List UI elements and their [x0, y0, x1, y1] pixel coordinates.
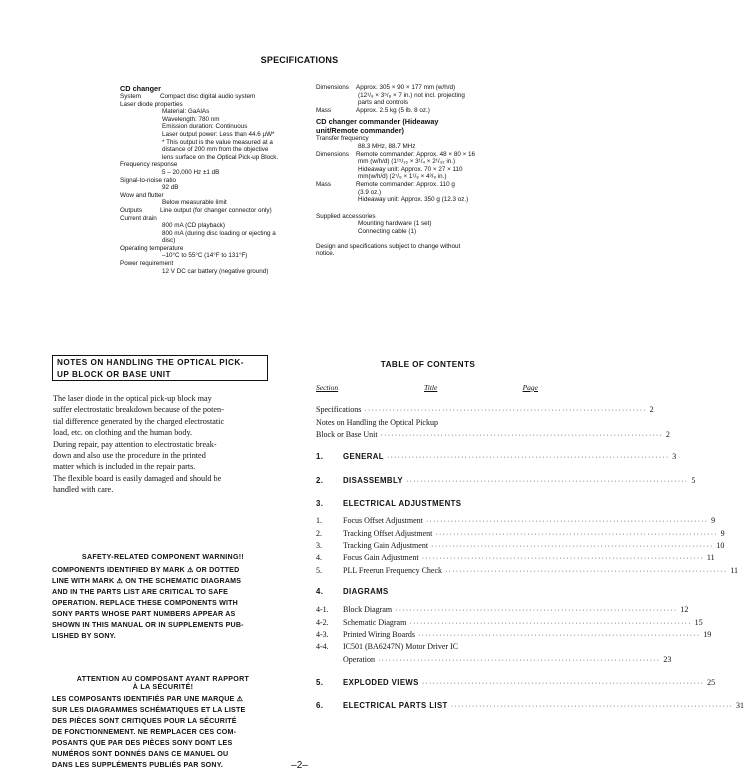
toc-col-title: Title: [424, 383, 438, 392]
spec-value: * This output is the value measured at a: [162, 138, 273, 146]
toc-entry-title: ELECTRICAL ADJUSTMENTS: [343, 499, 462, 508]
warning-line: SHOWN IN THIS MANUAL OR IN SUPPLEMENTS PUB-: [52, 621, 244, 629]
toc-leader-dots: ················································································: [364, 405, 647, 414]
toc-entry-number: 1.: [316, 516, 322, 525]
notes-line: suffer electrostatic breakdown because of the poten-: [53, 405, 224, 415]
spec-value: Compact disc digital audio system: [160, 93, 256, 100]
toc-entry: [316, 476, 696, 485]
toc-entry-page: 23: [663, 655, 672, 664]
toc-entry: [316, 566, 739, 575]
spec-value: Hideaway unit: Approx. 70 × 27 × 110: [358, 165, 463, 173]
toc-entry: [316, 605, 689, 614]
spec-value: 12 V DC car battery (negative ground): [162, 267, 269, 275]
toc-entry-page: 31: [736, 701, 744, 710]
spec-value: 88.3 MHz, 88.7 MHz: [358, 142, 416, 150]
notes-body: [53, 393, 275, 496]
toc-entry-page: 3: [672, 452, 677, 461]
toc-entry-title: IC501 (BA6247N) Motor Driver IC: [343, 642, 459, 651]
notes-line: tial difference generated by the charged electrostatic: [53, 416, 225, 426]
notes-line: handled with care.: [53, 485, 114, 495]
spec-value: (3.9 oz.): [358, 188, 382, 196]
spec-value: Approx. 305 × 90 × 177 mm (w/h/d): [356, 84, 456, 91]
toc-entry: [316, 618, 703, 627]
toc-leader-dots: ················································································: [425, 516, 709, 525]
spec-value: lens surface on the Optical Pick-up Block.: [162, 153, 279, 161]
spec-value: Below measurable limit: [162, 199, 227, 207]
spec-row: [316, 181, 546, 189]
toc-leader-dots: ················································································: [380, 430, 663, 439]
notes-heading: UP BLOCK OR BASE UNIT: [57, 370, 172, 379]
toc-entry-title: Focus Gain Adjustment: [343, 553, 419, 562]
toc-entry-page: 9: [720, 529, 725, 538]
toc-entry: [316, 642, 538, 651]
warning-line: LES COMPOSANTS IDENTIFIÉS PAR UNE MARQUE ⚠: [52, 695, 244, 703]
toc-entry: [316, 405, 654, 414]
toc-entry: [316, 418, 538, 427]
warning-line: DE FONCTIONNEMENT. NE REMPLACER CES COM-: [52, 728, 237, 736]
spec-value: 800 mA (CD playback): [162, 222, 225, 230]
toc-entry: [316, 430, 670, 439]
spec-heading: CD changer commander (Hideaway unit/Remote commander): [316, 117, 439, 136]
toc-leader-dots: ················································································: [450, 701, 734, 710]
toc-entry-page: 9: [711, 516, 716, 525]
spec-value: Line output (for changer connector only): [160, 206, 272, 214]
toc-entry: [316, 541, 725, 550]
spec-value: Remote commander: Approx. 110 g: [356, 180, 455, 188]
toc-entry-title: PLL Freerun Frequency Check: [343, 566, 443, 575]
spec-value: parts and controls: [358, 99, 409, 107]
spec-row: [316, 107, 546, 115]
toc-leader-dots: ················································································: [445, 566, 728, 575]
toc-entry: [316, 529, 725, 538]
spec-value: –10°C to 55°C (14°F to 131°F): [162, 252, 248, 260]
toc-entry-page: 15: [694, 618, 703, 627]
accessory-item: Mounting hardware (1 set): [358, 220, 432, 228]
notes-line: down and also use the procedure in the printed: [53, 451, 206, 461]
toc-entry-title: Operation: [343, 655, 375, 664]
spec-row: [120, 207, 310, 215]
toc-col-section: Section: [316, 383, 339, 392]
toc-entry-number: 5.: [316, 678, 324, 687]
spec-label: Laser diode properties: [120, 100, 183, 108]
toc-entry-number: 4-1.: [316, 605, 329, 614]
toc-entry: [316, 499, 538, 508]
spec-label: Signal-to-noise ratio: [120, 176, 177, 184]
toc-leader-dots: ················································································: [378, 655, 661, 664]
warning-line: LISHED BY SONY.: [52, 632, 116, 640]
spec-label: Operating temperature: [120, 244, 184, 252]
spec-value: Material: GaAlAs: [162, 108, 210, 116]
spec-value: Emission duration: Continuous: [162, 123, 248, 131]
toc-entry-title: DISASSEMBLY: [343, 476, 404, 485]
toc-entry-number: 2.: [316, 476, 324, 485]
accessories-label: Supplied accessories: [316, 212, 376, 220]
toc-entry-title: Notes on Handling the Optical Pickup: [316, 418, 438, 427]
spec-label: Wow and flutter: [120, 191, 164, 199]
notes-line: The laser diode in the optical pick-up block may: [53, 394, 212, 403]
warning-title: À LA SÉCURITÉ!: [132, 683, 194, 691]
spec-value: 800 mA (during disc loading or ejecting a: [162, 229, 276, 237]
spec-value: distance of 200 mm from the objective: [162, 146, 269, 154]
toc-entry-title: Tracking Offset Adjustment: [343, 529, 433, 538]
toc-col-page: Page: [522, 383, 538, 392]
toc-entry-number: 4-2.: [316, 618, 329, 627]
toc-entry-number: 4-4.: [316, 642, 329, 651]
toc-leader-dots: ················································································: [417, 630, 701, 639]
notes-line: matter which is included in the repair parts.: [53, 462, 196, 472]
toc-title: TABLE OF CONTENTS: [380, 360, 476, 369]
toc-entry-page: 11: [730, 566, 739, 575]
warning-line: COMPONENTS IDENTIFIED BY MARK ⚠ OR DOTTED: [52, 566, 240, 574]
warning-line: POSANTS QUE PAR DES PIÈCES SONY DONT LES: [52, 739, 233, 747]
toc-leader-dots: ················································································: [435, 529, 718, 538]
toc-entry-title: Printed Wiring Boards: [343, 630, 415, 639]
warning-line: OPERATION. REPLACE THESE COMPONENTS WITH: [52, 599, 239, 607]
toc-leader-dots: ················································································: [395, 605, 678, 614]
warning-line: DES PIÈCES SONT CRITIQUES POUR LA SÉCURITÉ: [52, 717, 237, 725]
toc-entry-page: 19: [703, 630, 712, 639]
spec-value: 5 – 20,000 Hz ±1 dB: [162, 168, 220, 176]
toc-entry-title: Block or Base Unit: [316, 430, 378, 439]
warning-line: SUR LES DIAGRAMMES SCHÉMATIQUES ET LA LISTE: [52, 706, 246, 714]
toc-entry-number: 6.: [316, 701, 324, 710]
toc-entry-number: 3.: [316, 499, 324, 508]
spec-value: Approx. 2.5 kg (5 lb. 8 oz.): [356, 106, 430, 114]
notes-heading-box: [52, 355, 268, 381]
spec-row: [120, 93, 310, 101]
page-number: –2–: [291, 760, 308, 771]
toc-leader-dots: ················································································: [431, 541, 714, 550]
safety-warning-fr: [52, 675, 274, 771]
toc-entry-number: 3.: [316, 541, 322, 550]
spec-heading: CD changer: [120, 84, 161, 93]
toc-leader-dots: ················································································: [386, 452, 670, 461]
spec-key: Mass: [316, 180, 332, 188]
toc-entry-title: Block Diagram: [343, 605, 393, 614]
toc-leader-dots: ················································································: [409, 618, 692, 627]
toc-entry: [316, 655, 672, 664]
toc-entry-number: 1.: [316, 452, 324, 461]
spec-value: Remote commander: Approx. 48 × 80 × 16: [356, 150, 476, 158]
spec-commander: [316, 84, 546, 258]
safety-warning-en: [52, 553, 274, 642]
warning-title: ATTENTION AU COMPOSANT AYANT RAPPORT: [76, 675, 250, 683]
spec-value: (12¹/₈ × 3⁵/₈ × 7 in.) not incl. projecting: [358, 91, 465, 99]
toc-entry-number: 4-3.: [316, 630, 329, 639]
toc-entry-page: 2: [649, 405, 654, 414]
toc-entry: [316, 630, 712, 639]
accessory-item: Connecting cable (1): [358, 227, 417, 235]
toc-entry: [316, 587, 538, 596]
spec-row: [316, 151, 546, 159]
notes-heading: NOTES ON HANDLING THE OPTICAL PICK-: [57, 358, 245, 367]
warning-line: AND IN THE PARTS LIST ARE CRITICAL TO SAFE: [52, 588, 229, 596]
spec-note: notice.: [316, 250, 335, 258]
toc-entry-page: 11: [706, 553, 715, 562]
toc-entry-title: Tracking Gain Adjustment: [343, 541, 429, 550]
spec-key: Outputs: [120, 206, 143, 214]
toc-entry-page: 5: [691, 476, 696, 485]
toc-entry: [316, 701, 744, 710]
toc-entry: [316, 678, 716, 687]
warning-line: NUMÉROS SONT DONNÉS DANS CE MANUEL OU: [52, 750, 229, 758]
spec-value: Laser output power: Less than 44.6 µW*: [162, 130, 275, 138]
notes-line: During repair, pay attention to electrostatic break-: [53, 439, 217, 449]
spec-label: Transfer frequency: [316, 135, 369, 143]
toc-entry-number: 4.: [316, 587, 324, 596]
toc-entry: [316, 553, 715, 562]
spec-note: Design and specifications subject to change without: [316, 242, 461, 250]
spec-value: 92 dB: [162, 184, 179, 192]
toc-entry-title: Focus Offset Adjustment: [343, 516, 423, 525]
warning-line: DANS LES SUPPLÉMENTS PUBLIÉS PAR SONY.: [52, 761, 224, 769]
spec-key: Dimensions: [316, 84, 349, 91]
spec-value: mm (w/h/d) (1¹⁵/₁₆ × 3¹/₄ × 2¹/₃₂ in.): [358, 158, 456, 166]
toc-leader-dots: ················································································: [421, 553, 704, 562]
toc-entry-title: Specifications: [316, 405, 362, 414]
notes-line: The flexible board is easily damaged and should be: [53, 473, 222, 483]
toc-entry-title: Schematic Diagram: [343, 618, 407, 627]
spec-value: Hideaway unit: Approx. 350 g (12.3 oz.): [358, 196, 469, 204]
toc-entry-title: EXPLODED VIEWS: [343, 678, 419, 687]
toc-entry-title: GENERAL: [343, 452, 384, 461]
page-title: SPECIFICATIONS: [260, 55, 339, 65]
toc-leader-dots: ················································································: [406, 476, 689, 485]
spec-label: Power requirement: [120, 260, 174, 268]
toc-entry-title: ELECTRICAL PARTS LIST: [343, 701, 448, 710]
spec-row: [316, 84, 546, 92]
toc-entry-number: 4.: [316, 553, 322, 562]
spec-key: System: [120, 93, 141, 100]
toc-entry: [316, 452, 677, 461]
spec-key: Dimensions: [316, 150, 349, 158]
toc-leader-dots: ················································································: [421, 678, 705, 687]
warning-line: SONY PARTS WHOSE PART NUMBERS APPEAR AS: [52, 610, 236, 618]
spec-value: mm(w/h/d) (2⁷/₈ × 1¹/₈ × 4³/₈ in.): [358, 173, 447, 181]
spec-cd-changer: [120, 84, 310, 275]
toc-entry-title: DIAGRAMS: [343, 587, 389, 596]
warning-line: LINE WITH MARK ⚠ ON THE SCHEMATIC DIAGRAMS: [52, 577, 242, 585]
spec-label: Frequency response: [120, 161, 178, 169]
notes-line: load, etc. on clothing and the human body.: [53, 428, 193, 438]
toc-entry-page: 10: [716, 541, 725, 550]
toc-entry-page: 12: [680, 605, 689, 614]
toc-entry-number: 5.: [316, 566, 322, 575]
toc-entry: [316, 516, 716, 525]
toc-entry-page: 25: [707, 678, 716, 687]
warning-title: SAFETY-RELATED COMPONENT WARNING!!: [81, 553, 245, 561]
toc-entry-number: 2.: [316, 529, 322, 538]
spec-value: disc): [162, 237, 176, 245]
toc-entry-page: 2: [665, 430, 670, 439]
spec-label: Current drain: [120, 214, 157, 222]
spec-key: Mass: [316, 106, 332, 114]
spec-value: Wavelength: 780 nm: [162, 115, 220, 123]
